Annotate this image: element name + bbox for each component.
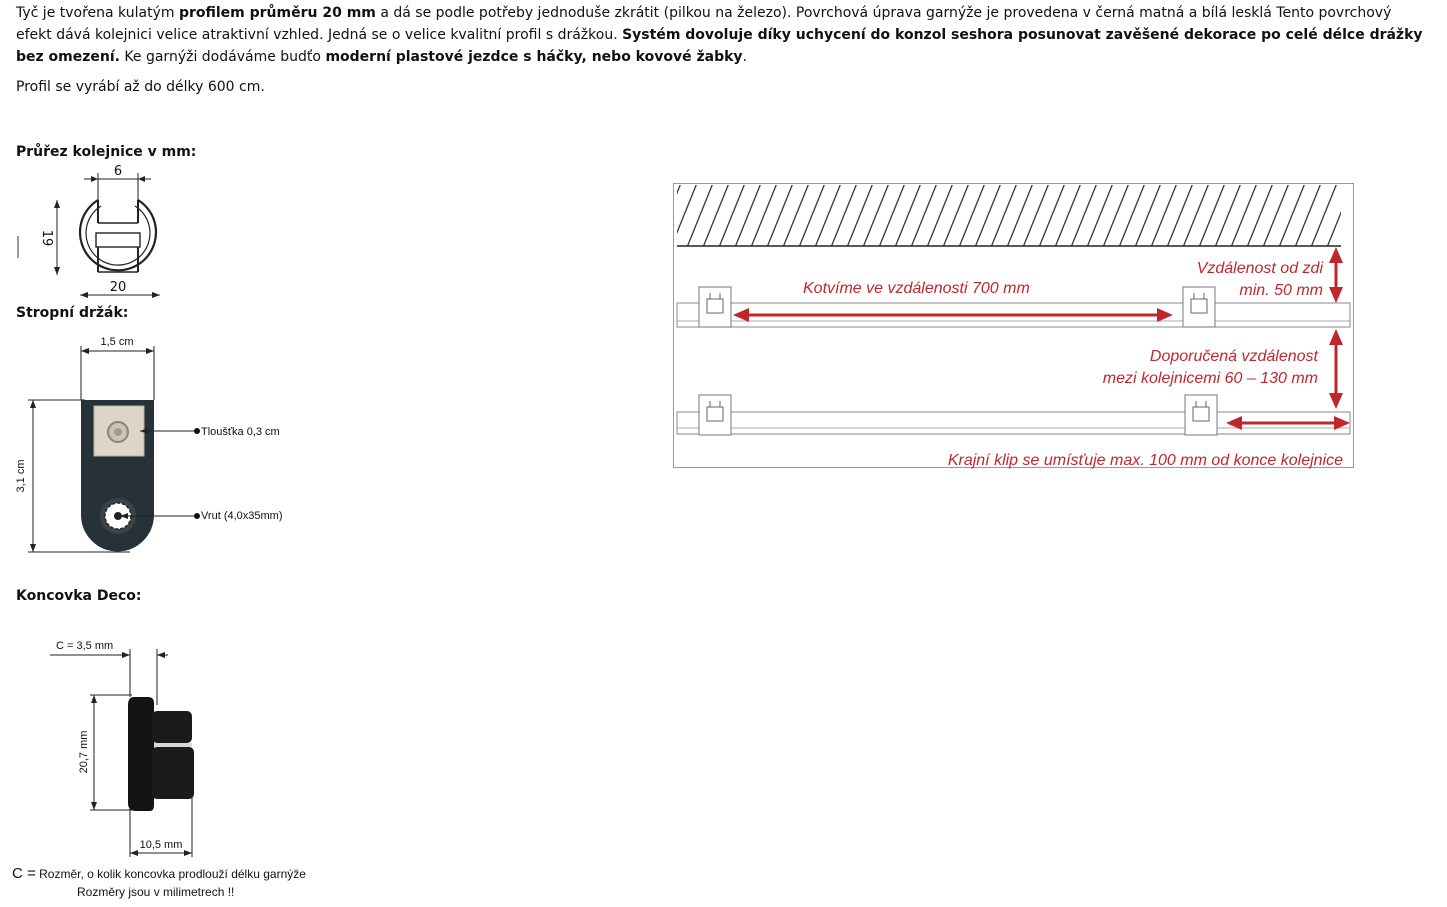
intro-text-2: a dá se podle potřeby jednoduše zkrátit (pilkou na železo). Povrchová úprava garnýže je provedena v černá matná a bílá lesklá Tento povrchový efekt dává kolejnici velice atraktivní vzhled. Jedná se o velice kvalitní profil s drážkou.: [16, 5, 1392, 43]
dim-side-label: 19: [39, 229, 54, 247]
wall-distance-label-2: min. 50 mm: [1239, 282, 1323, 299]
end-cap-heading: Koncovka Deco:: [16, 588, 142, 604]
installation-diagram: [673, 183, 1354, 468]
note-c-prefix: C =: [12, 865, 36, 882]
ceiling-hatch: [677, 185, 1341, 246]
dim-height-label: 3,1 cm: [15, 459, 27, 493]
dim-bottom-label: 20: [109, 280, 127, 295]
intro-text-3: Ke garnýži dodáváme budťo: [119, 49, 326, 65]
intro-bold-system: Systém dovoluje díky uchycení do konzol seshora posunovat zavěšené dekorace po celé délce drážky bez omezení.: [16, 27, 1423, 65]
note-c: [12, 865, 306, 882]
profile-length-text: Profil se vyrábí až do délky 600 cm.: [16, 79, 265, 95]
end-cap-drawing: [50, 635, 210, 860]
dim-width-label: 10,5 mm: [139, 839, 183, 851]
dim-c-label: C = 3,5 mm: [56, 640, 114, 652]
wall-distance-label-1: Vzdálenost od zdi: [1196, 260, 1323, 277]
intro-bold-sliders: moderní plastové jezdce s háčky, nebo kovové žabky: [325, 49, 743, 65]
end-cap-body: [128, 697, 154, 811]
dim-top-label: 6: [113, 164, 123, 179]
end-clip-label: Krajní klip se umísťuje max. 100 mm od konce kolejnice: [947, 452, 1343, 469]
note-c-text: Rozměr, o kolik koncovka prodlouží délku garnýže: [39, 867, 306, 881]
anchor-distance-label: Kotvíme ve vzdálenosti 700 mm: [803, 280, 1030, 297]
thickness-label: Tloušťka 0,3 cm: [201, 426, 280, 438]
ceiling-bracket-heading: Stropní držák:: [16, 305, 129, 321]
note-units: Rozměry jsou v milimetrech !!: [77, 885, 235, 899]
intro-bold-profile: profilem průměru 20 mm: [178, 5, 376, 21]
dim-width-label: 1,5 cm: [100, 336, 134, 348]
rail-spacing-label-2: mezi kolejnicemi 60 – 130 mm: [1102, 370, 1318, 387]
cross-section-heading: Průřez kolejnice v mm:: [16, 144, 197, 160]
dim-height-label: 20,7 mm: [78, 730, 90, 774]
rail-spacing-label-1: Doporučená vzdálenost: [1149, 348, 1318, 365]
intro-text-1: Tyč je tvořena kulatým: [16, 5, 179, 21]
ceiling-bracket-drawing: [10, 330, 310, 560]
cross-section-drawing: [10, 160, 180, 305]
screw-label: Vrut (4,0x35mm): [201, 510, 283, 522]
intro-text-4: .: [742, 49, 747, 65]
intro-paragraph: [16, 2, 1426, 68]
